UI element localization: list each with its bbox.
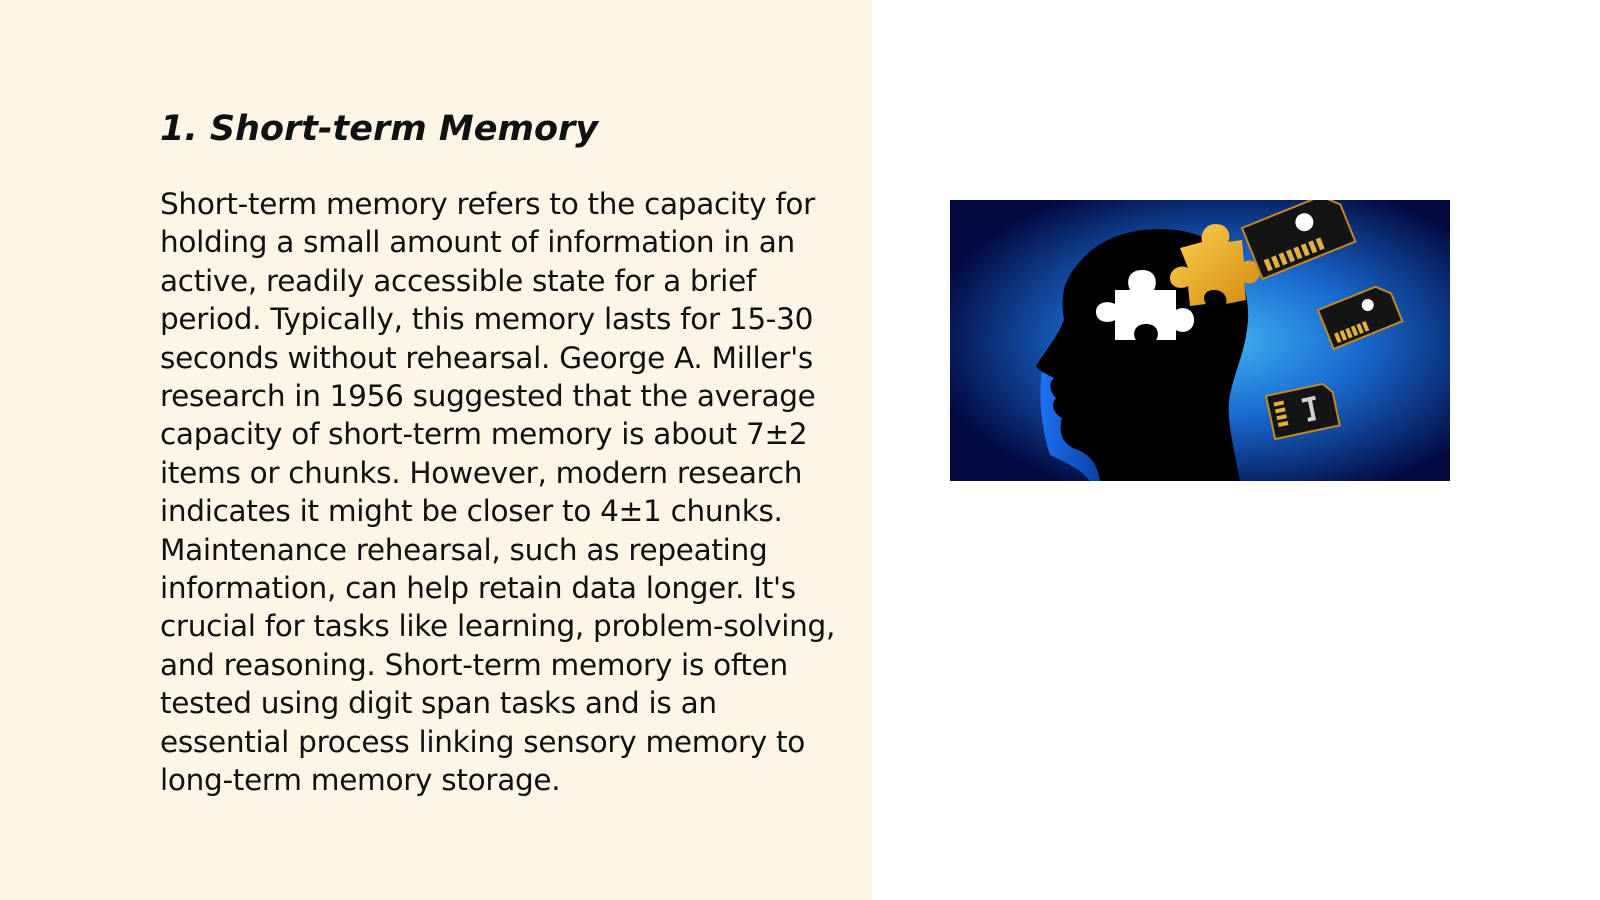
memory-illustration-svg <box>950 200 1450 481</box>
slide-title: 1. Short-term Memory <box>160 109 599 149</box>
slide-body-text: Short-term memory refers to the capacity for holding a small amount of information in an active, readily accessible state for a brief period. Typically, this memory lasts for 15-30 seconds without rehearsal. George A. Miller's research in 1956 suggested that the average capacity of short-term memory is about 7±2 items or chunks. However, modern research indicates it might be closer to 4±1 chunks. Maintenance rehearsal, such as repeating information, can help retain data longer. It's crucial for tasks like learning, problem-solving, and reasoning. Short-term memory is often tested using digit span tasks and is an essential process linking sensory memory to long-term memory storage. <box>160 187 836 798</box>
memory-illustration <box>950 200 1450 481</box>
